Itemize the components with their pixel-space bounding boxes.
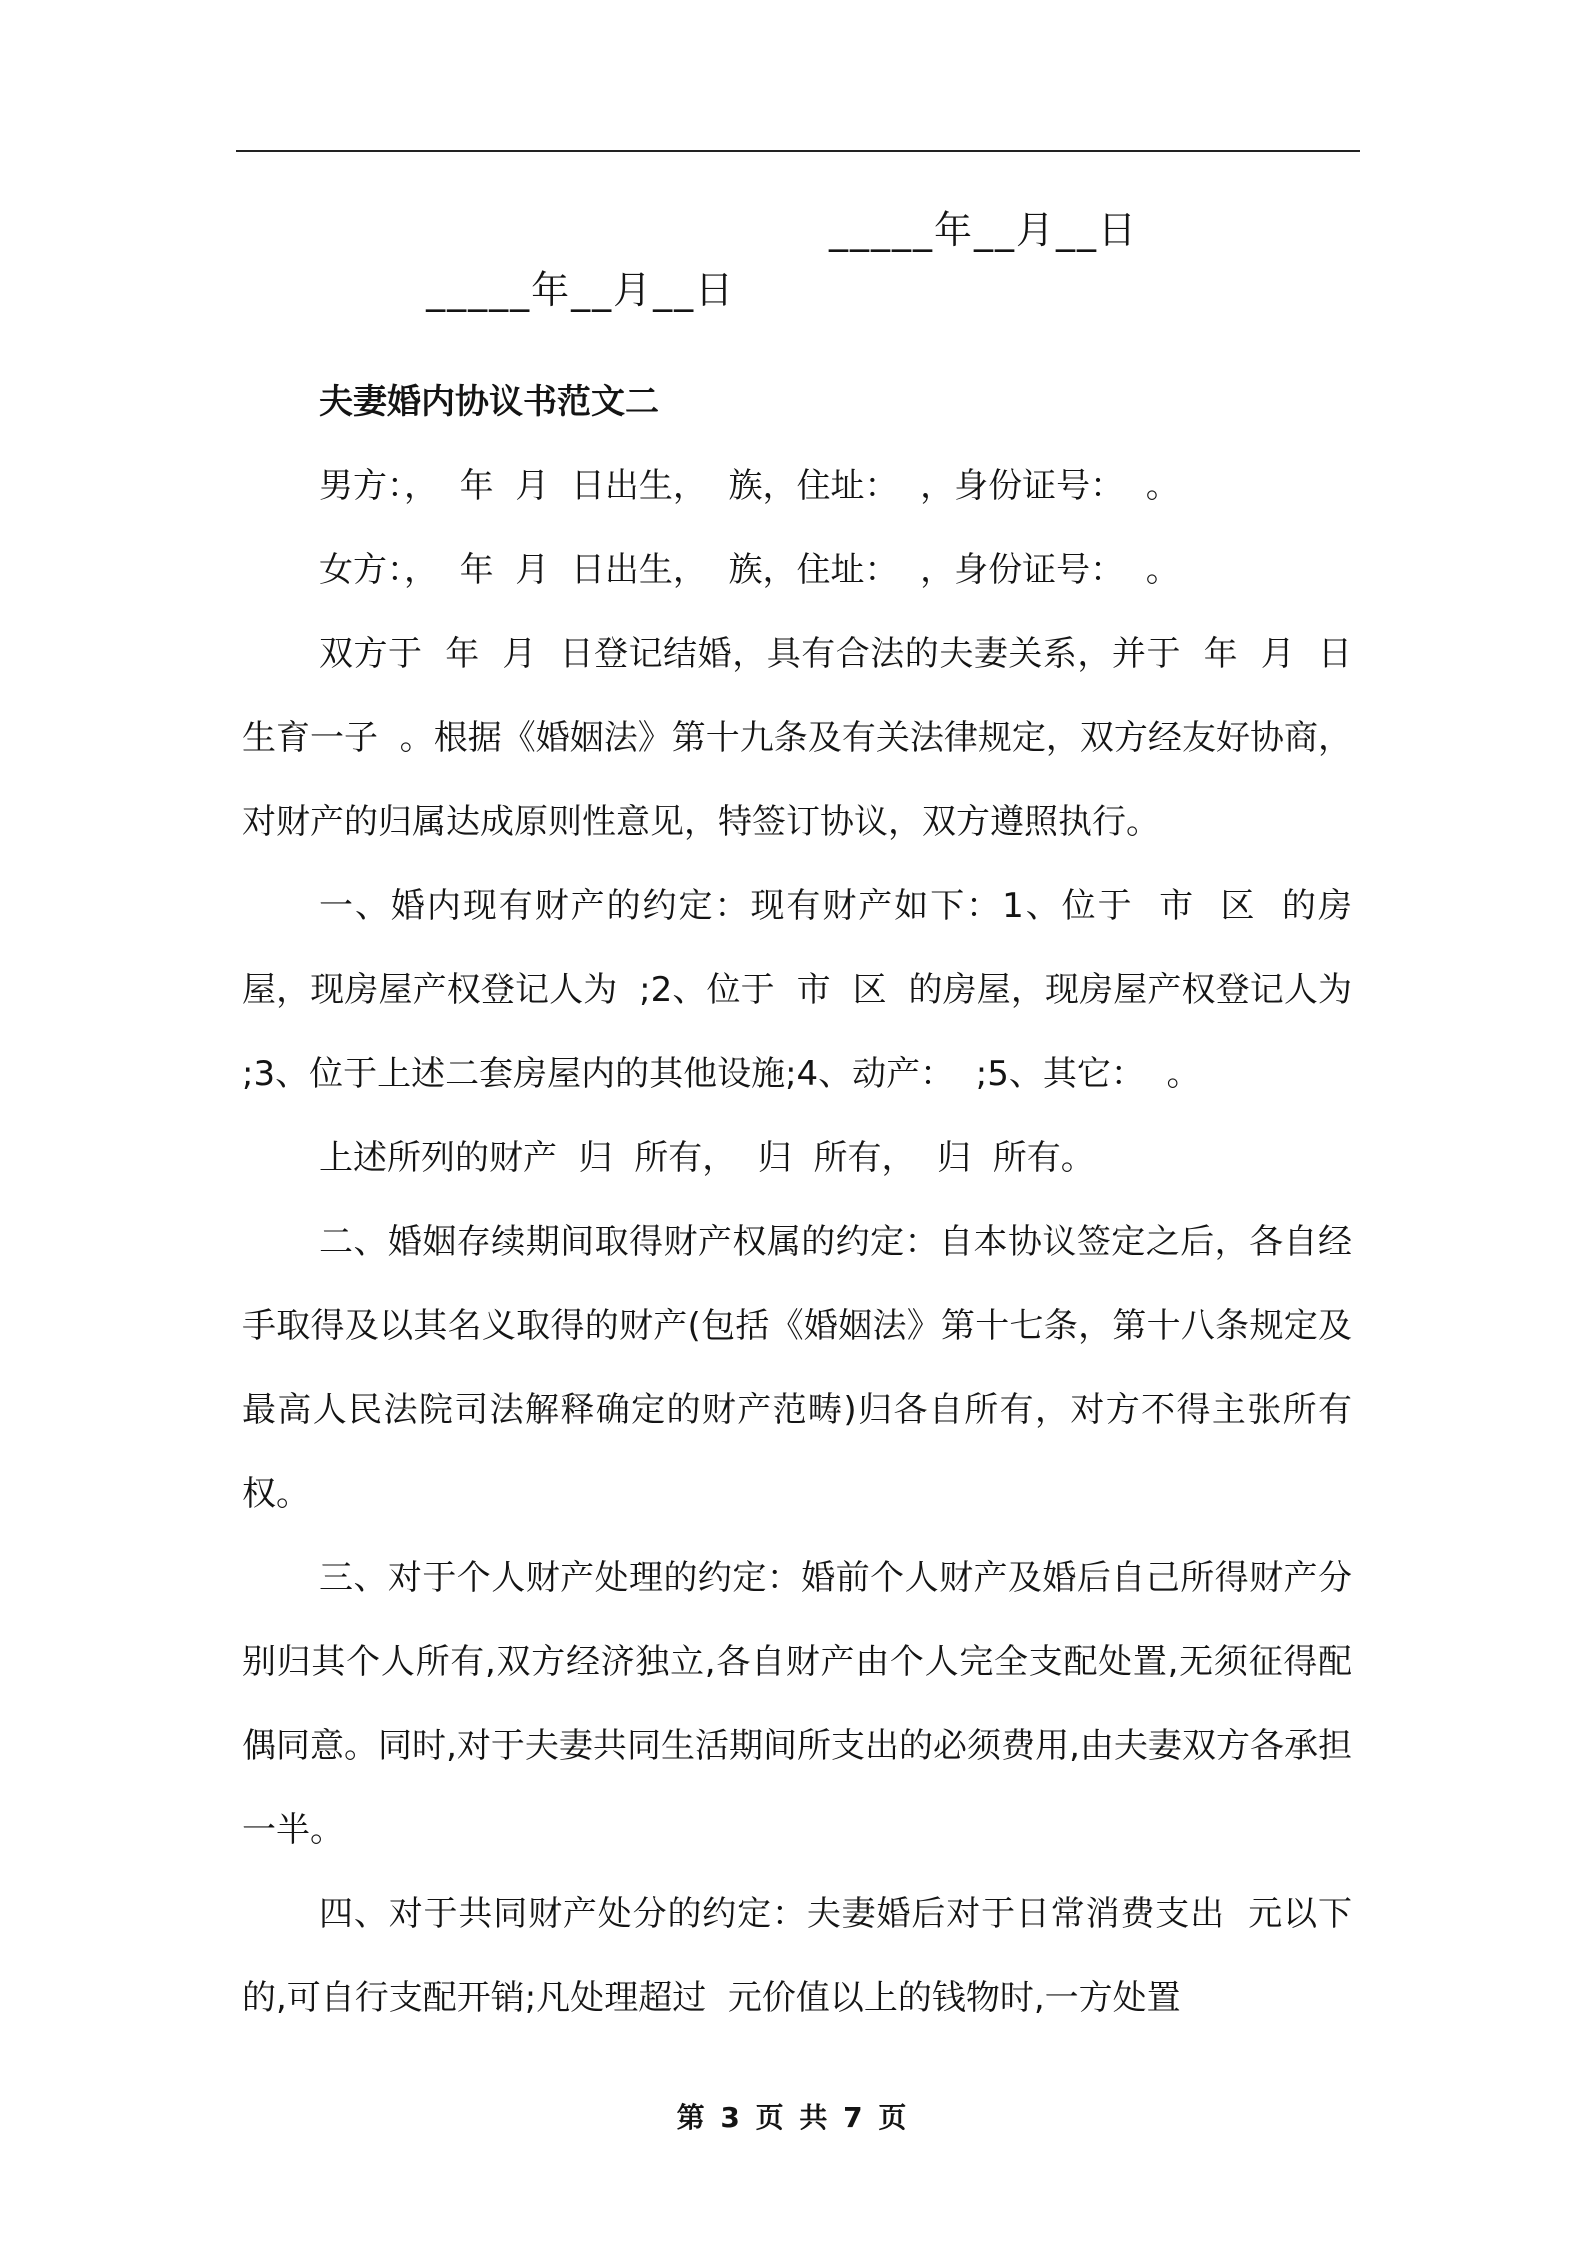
- paragraph-clause-1: 一、婚内现有财产的约定：现有财产如下：1、位于 市 区 的房屋，现房屋产权登记人为 ;2、位于 市 区 的房屋，现房屋产权登记人为 ;3、位于上述二套房屋内的其他设施;4、动产： ;5、其它： 。: [242, 886, 1374, 1094]
- paragraph-clause-4: 四、对于共同财产处分的约定：夫妻婚后对于日常消费支出 元以下的,可自行支配开销;凡处理超过 元价值以上的钱物时,一方处置: [242, 1894, 1352, 2018]
- document-body: [242, 360, 1374, 2040]
- paragraph-clause-2: 二、婚姻存续期间取得财产权属的约定：自本协议签定之后，各自经手取得及以其名义取得的财产(包括《婚姻法》第十七条，第十八条规定及最高人民法院司法解释确定的财产范畴)归各自所有，对方不得主张所有权。: [242, 1222, 1352, 1514]
- header-rule: [236, 150, 1360, 152]
- paragraph-clause-3: 三、对于个人财产处理的约定：婚前个人财产及婚后自己所得财产分别归其个人所有,双方经济独立,各自财产由个人完全支配处置,无须征得配偶同意。同时,对于夫妻共同生活期间所支出的必须费用,由夫妻双方各承担一半。: [242, 1558, 1352, 1850]
- paragraph-male-party: 男方：， 年 月 日出生， 族，住址： ，身份证号： 。: [319, 466, 1180, 506]
- paragraph-female-party: 女方：， 年 月 日出生， 族，住址： ，身份证号： 。: [319, 550, 1180, 590]
- section-title: 夫妻婚内协议书范文二: [319, 382, 659, 422]
- date-right: _____年__月__日: [829, 208, 1139, 252]
- signature-dates: [398, 200, 1139, 380]
- page-number: 第 3 页 共 7 页: [676, 2101, 910, 2134]
- date-left: _____年__月__日: [426, 268, 736, 312]
- paragraph-marriage-intro: 双方于 年 月 日登记结婚，具有合法的夫妻关系，并于 年 月 日生育一子 。根据《婚姻法》第十九条及有关法律规定，双方经友好协商，对财产的归属达成原则性意见，特签订协议，双方遵照执行。: [242, 634, 1352, 842]
- paragraph-ownership: 上述所列的财产 归 所有， 归 所有， 归 所有。: [319, 1138, 1095, 1178]
